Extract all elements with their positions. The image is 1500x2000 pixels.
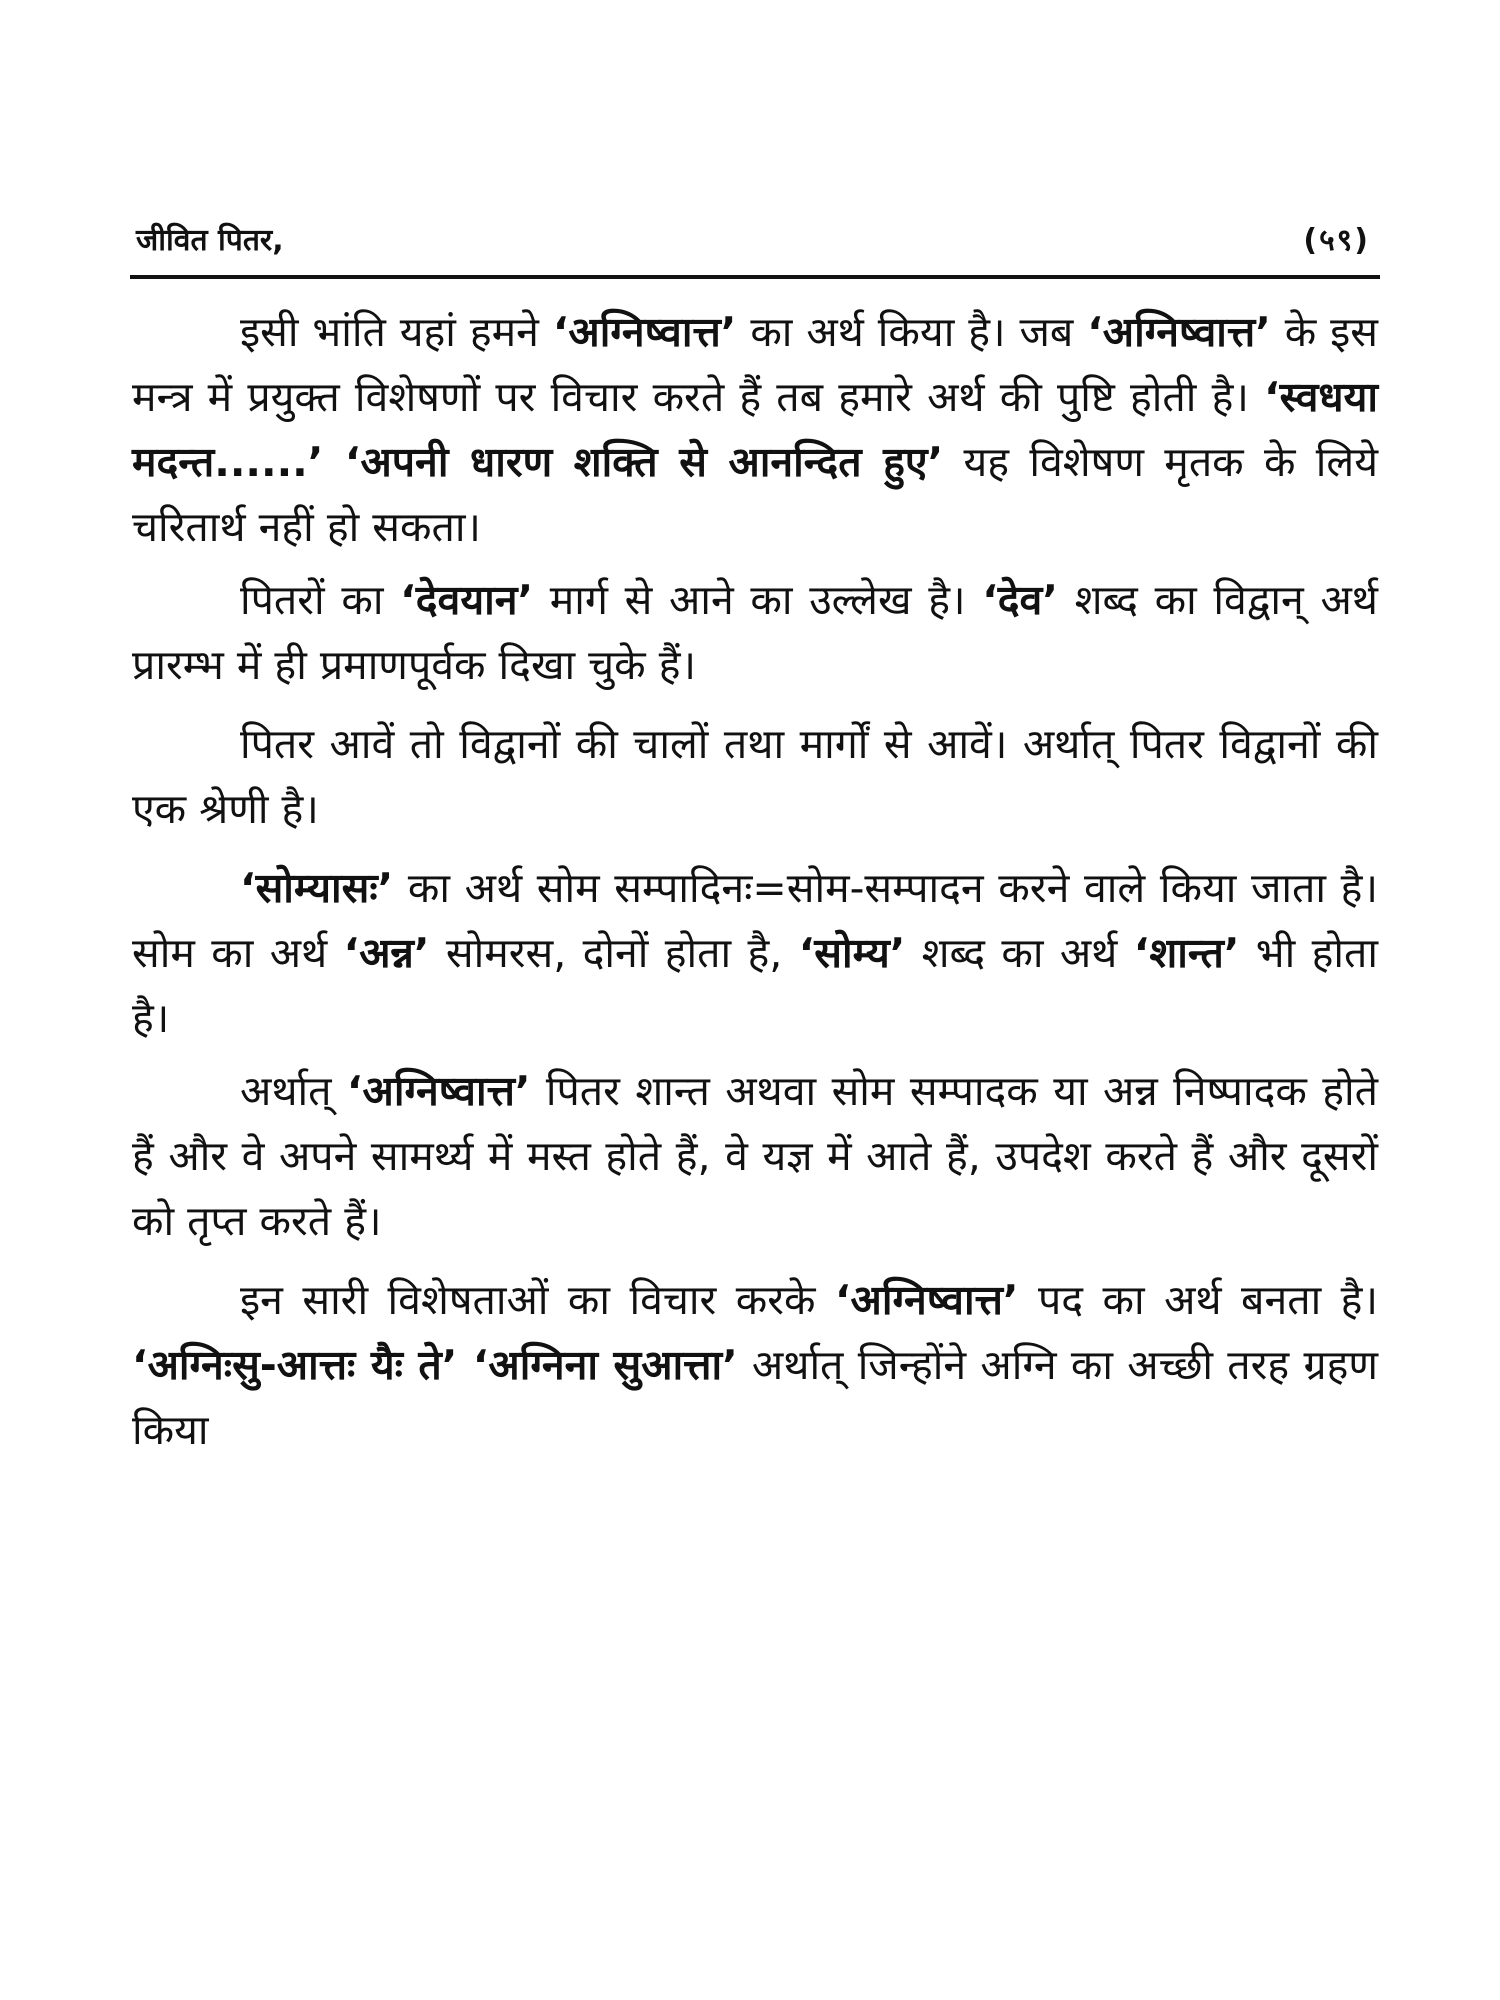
bold-quote: ‘स्वधया मदन्त......’ ‘अपनी धारण शक्ति से आनन्दित हुए’ <box>132 373 1378 486</box>
paragraph-3: पितर आवें तो विद्वानों की चालों तथा मार्गों से आवें। अर्थात् पितर विद्वानों की एक श्रेणी है। <box>132 720 1378 833</box>
bold-term: ‘सोम्यासः’ <box>240 864 394 912</box>
paragraph-2: पितरों का ‘देवयान’ मार्ग से आने का उल्लेख है। ‘देव’ शब्द का विद्वान् अर्थ प्रारम्भ में ही प्रमाणपूर्वक दिखा चुके हैं। <box>132 576 1378 689</box>
paragraph-4: ‘सोम्यासः’ का अर्थ सोम सम्पादिनः=सोम-सम्पादन करने वाले किया जाता है। सोम का अर्थ ‘अन्न’ सोमरस, दोनों होता है, ‘सोम्य’ शब्द का अर्थ ‘शान्त’ भी होता है। <box>132 864 1378 1042</box>
header-rule <box>130 275 1380 279</box>
paragraph-1: इसी भांति यहां हमने ‘अग्निष्वात्त’ का अर्थ किया है। जब ‘अग्निष्वात्त’ के इस मन्त्र में प्रयुक्त विशेषणों पर विचार करते हैं तब हमारे अर्थ की पुष्टि होती है। ‘स्वधया मदन्त......’ ‘अपनी धारण शक्ति से आनन्दित हुए’ यह विशेषण मृतक के लिये चरितार्थ नहीं हो सकता। <box>132 308 1378 551</box>
bold-term: ‘अग्निष्वात्त’ <box>346 1067 531 1115</box>
bold-term: ‘अन्न’ <box>343 929 430 977</box>
running-title: जीवित पितर, <box>136 223 284 258</box>
paragraph-6: इन सारी विशेषताओं का विचार करके ‘अग्निष्वात्त’ पद का अर्थ बनता है। ‘अग्निःसु-आत्तः यैः ते’ ‘अग्निना सुआत्ता’ अर्थात् जिन्होंने अग्नि का अच्छी तरह ग्रहण किया <box>132 1276 1378 1454</box>
page-body <box>132 300 1378 1463</box>
bold-term: ‘अग्निष्वात्त’ <box>1087 308 1271 356</box>
bold-quote: ‘अग्निःसु-आत्तः यैः ते’ ‘अग्निना सुआत्ता’ <box>132 1341 738 1389</box>
paragraph-5: अर्थात् ‘अग्निष्वात्त’ पितर शान्त अथवा सोम सम्पादक या अन्न निष्पादक होते हैं और वे अपने सामर्थ्य में मस्त होते हैं, वे यज्ञ में आते हैं, उपदेश करते हैं और दूसरों को तृप्त करते हैं। <box>132 1067 1378 1245</box>
bold-term: ‘देवयान’ <box>400 576 534 624</box>
bold-term: ‘शान्त’ <box>1133 929 1240 977</box>
bold-term: ‘सोम्य’ <box>798 929 906 977</box>
bold-term: ‘देव’ <box>982 576 1058 624</box>
bold-term: ‘अग्निष्वात्त’ <box>834 1276 1019 1324</box>
bold-term: ‘अग्निष्वात्त’ <box>552 308 737 356</box>
running-header <box>130 218 1380 268</box>
page-number: (५९) <box>1303 223 1370 258</box>
